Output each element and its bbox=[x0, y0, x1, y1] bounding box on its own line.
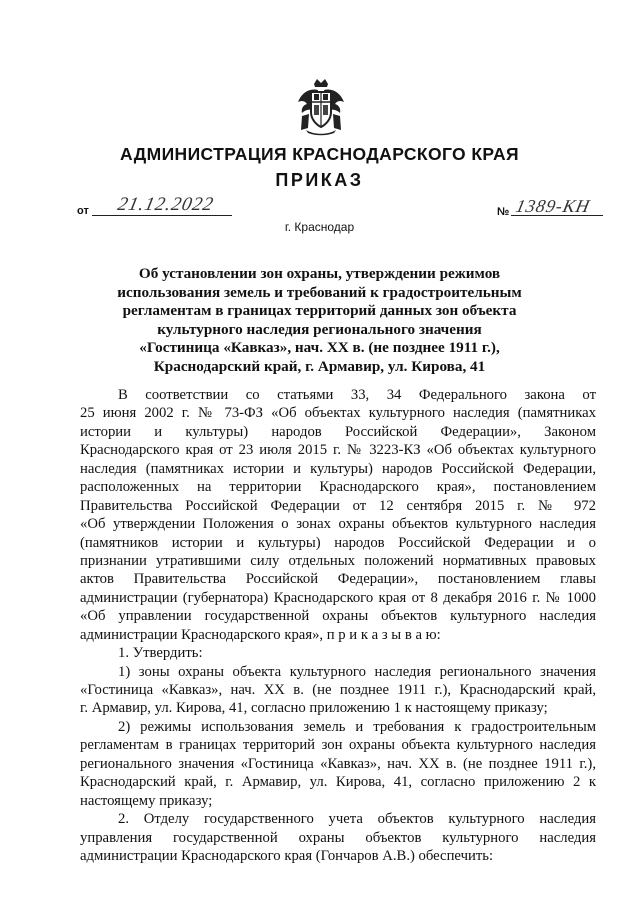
body-line: 2. Отделу государственного учета объектов культурного наследия bbox=[118, 811, 596, 828]
body-line: администрации Краснодарского края», п р и к а з ы в а ю: bbox=[80, 626, 441, 643]
heading-line: «Гостиница «Кавказ», нач. XX в. (не позднее 1911 г.), bbox=[139, 339, 500, 357]
heading-line: регламентам в границах территорий данных зон объекта bbox=[122, 302, 517, 320]
organization-title: АДМИНИСТРАЦИЯ КРАСНОДАРСКОГО КРАЯ bbox=[120, 144, 519, 164]
heading-line: Об установлении зон охраны, утверждении режимов bbox=[138, 265, 501, 282]
body-line: наследия (памятниках истории и культуры) народов Российской Федерации, bbox=[80, 460, 596, 477]
body-line: Краснодарский край, г. Армавир, ул. Кирова, 41, согласно приложению 2 к bbox=[80, 774, 596, 791]
heading-line: Краснодарский край, г. Армавир, ул. Кирова, 41 bbox=[153, 357, 486, 375]
heading-line: культурного наследия регионального значения bbox=[157, 320, 482, 338]
body-line: «Об утверждении Положения о зонах охраны объектов культурного наследия bbox=[80, 516, 596, 533]
date-label: от bbox=[77, 205, 89, 217]
body-line: (памятников истории и культуры) народов Российской Федерации и о bbox=[80, 534, 596, 551]
document-body bbox=[80, 386, 596, 865]
coat-of-arms-emblem bbox=[296, 78, 346, 136]
city-label: г. Краснодар bbox=[284, 220, 355, 234]
body-line: Правительства Российской Федерации от 12 сентября 2015 г. № 972 bbox=[80, 497, 596, 514]
body-line: управления государственной охраны объектов культурного наследия bbox=[80, 829, 596, 846]
body-line: регламентам в границах территорий зон охраны объекта культурного наследия bbox=[80, 737, 596, 754]
body-line: 1. Утвердить: bbox=[118, 645, 203, 662]
body-line: расположенных на территории Краснодарского края», постановлением bbox=[80, 479, 596, 496]
body-line: администрации (губернатора) Краснодарского края от 8 декабря 2016 г. № 1000 bbox=[80, 589, 596, 606]
body-line: Краснодарского края от 23 июля 2015 г. № 3223-КЗ «Об объектах культурного bbox=[80, 442, 596, 459]
number-label: № bbox=[497, 206, 510, 218]
body-line: 25 июня 2002 г. № 73-ФЗ «Об объектах культурного наследия (памятниках bbox=[80, 405, 596, 422]
body-line: администрации Краснодарского края (Гончаров А.В.) обеспечить: bbox=[80, 847, 494, 864]
body-line: «Гостиница «Кавказ», нач. XX в. (не позднее 1911 г.), Краснодарский край, bbox=[80, 682, 596, 698]
handwritten-number: 1389-КН bbox=[513, 196, 593, 216]
document-type: ПРИКАЗ bbox=[275, 170, 364, 190]
body-line: 1) зоны охраны объекта культурного наследия регионального значения bbox=[118, 663, 596, 680]
body-line: 2) режимы использования земель и требования к градостроительным bbox=[118, 718, 596, 735]
body-line: В соответствии со статьями 33, 34 Федерального закона от bbox=[118, 387, 596, 403]
body-line: регионального значения «Гостиница «Кавказ», нач. XX в. (не позднее 1911 г.), bbox=[80, 755, 596, 772]
document-heading bbox=[100, 265, 539, 377]
heading-line: использования земель и требований к градостроительным bbox=[117, 283, 522, 301]
handwritten-date: 21.12.2022 bbox=[115, 194, 216, 215]
body-line: г. Армавир, ул. Кирова, 41, согласно приложению 1 к настоящему приказу; bbox=[80, 700, 548, 717]
body-line: признании утратившими силу отдельных положений нормативных правовых bbox=[80, 552, 596, 569]
body-line: актов Правительства Российской Федерации», постановлением главы bbox=[80, 571, 596, 588]
body-line: истории и культуры) народов Российской Федерации», Законом bbox=[80, 423, 596, 440]
body-line: «Об управлении государственной охраны объектов культурного наследия bbox=[80, 608, 596, 625]
body-line: настоящему приказу; bbox=[80, 792, 213, 809]
